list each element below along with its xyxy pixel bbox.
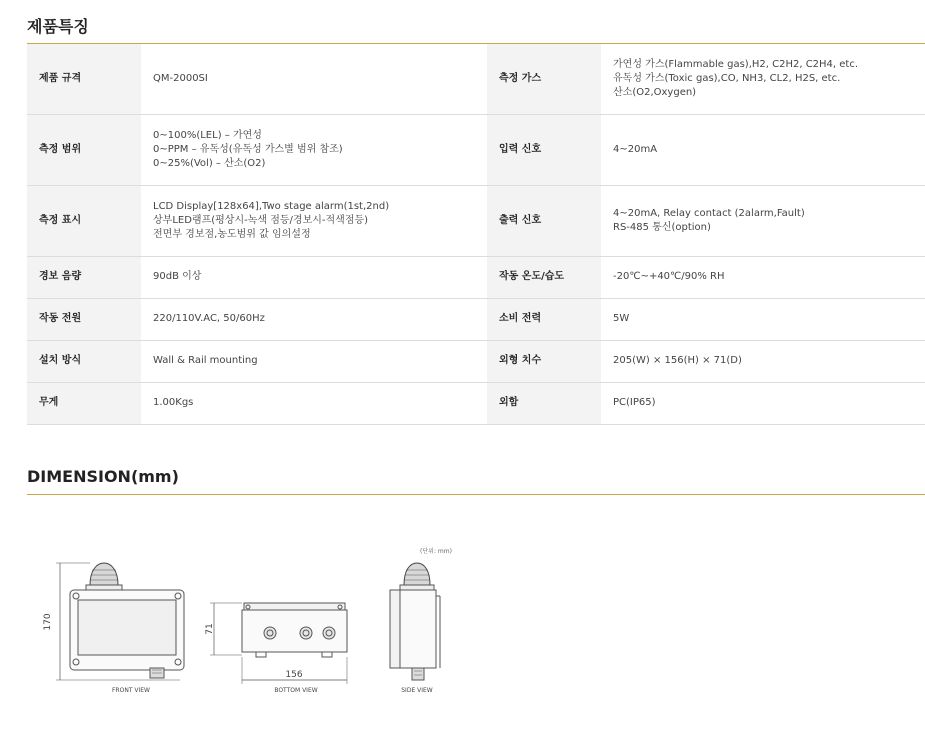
spec-value-line: 205(W) × 156(H) × 71(D) [613,355,742,366]
spec-value [601,256,925,298]
dimension-drawing [0,530,925,729]
side-view [390,547,452,694]
spec-value-line: 220/110V.AC, 50/60Hz [153,313,265,324]
spec-label: 소비 전력 [487,298,601,340]
dimension-title: DIMENSION(mm) [27,467,179,486]
spec-label: 설치 방식 [27,340,141,382]
spec-label: 외형 치수 [487,340,601,382]
spec-value-line: 0~25%(Vol) – 산소(O2) [153,157,266,169]
spec-value [601,185,925,256]
spec-value-line: RS-485 통신(option) [613,221,711,233]
spec-value-line: -20℃~+40℃/90% RH [613,271,725,282]
spec-value-line: 90dB 이상 [153,271,202,282]
spec-value [601,298,925,340]
spec-label: 무게 [27,382,141,424]
spec-label: 출력 신호 [487,185,601,256]
unit-note: (단위: mm) [420,548,452,555]
spec-label: 제품 규격 [27,44,141,114]
spec-value [601,340,925,382]
spec-label: 측정 가스 [487,44,601,114]
spec-row [27,340,925,382]
spec-value [141,185,487,256]
spec-value-line: 0~100%(LEL) – 가연성 [153,129,262,141]
front-height-label: 170 [43,613,53,631]
spec-value-line: 4~20mA [613,143,658,155]
spec-value [141,298,487,340]
spec-value-line: 유독성 가스(Toxic gas),CO, NH3, CL2, H2S, etc. [613,72,841,84]
bottom-view [205,603,347,694]
spec-value-line: 5W [613,313,630,324]
spec-value-line: 가연성 가스(Flammable gas),H2, C2H2, C2H4, etc. [613,58,859,70]
spec-row [27,298,925,340]
dimension-title-rule [27,494,925,495]
spec-label: 작동 온도/습도 [487,256,601,298]
features-title: 제품특징 [27,17,89,36]
spec-value [141,382,487,424]
side-view-caption: SIDE VIEW [401,687,433,694]
spec-label: 경보 음량 [27,256,141,298]
spec-row [27,185,925,256]
spec-value-line: LCD Display[128x64],Two stage alarm(1st,2nd) [153,200,390,212]
spec-label: 작동 전원 [27,298,141,340]
spec-value-line: PC(IP65) [613,397,656,408]
spec-value [601,44,925,114]
spec-row [27,114,925,185]
spec-row [27,44,925,114]
spec-row [27,382,925,424]
spec-value-line: 1.00Kgs [153,397,194,408]
spec-value [601,114,925,185]
spec-table [27,44,925,425]
spec-label: 입력 신호 [487,114,601,185]
spec-value-line: 상부LED램프(평상시-녹색 점등/경보시-적색점등) [153,214,369,226]
spec-label: 측정 범위 [27,114,141,185]
bottom-width-label: 156 [285,670,303,680]
front-view-caption: FRONT VIEW [111,687,151,694]
spec-label: 외함 [487,382,601,424]
spec-value-line: QM-2000SI [153,72,208,84]
spec-value-line: 0~PPM – 유독성(유독성 가스별 범위 참조) [153,143,343,155]
spec-label: 측정 표시 [27,185,141,256]
spec-row [27,256,925,298]
spec-value [141,114,487,185]
spec-value-line: 전면부 경보점,농도범위 값 임의설정 [153,228,311,240]
bottom-depth-label: 71 [205,623,215,635]
bottom-view-caption: BOTTOM VIEW [274,687,318,694]
spec-value-line: 4~20mA, Relay contact (2alarm,Fault) [613,207,805,219]
spec-value [601,382,925,424]
spec-value [141,340,487,382]
spec-value [141,256,487,298]
spec-value-line: 산소(O2,Oxygen) [613,86,697,98]
spec-value [141,44,487,114]
front-view [43,563,184,694]
spec-value-line: Wall & Rail mounting [153,355,258,366]
